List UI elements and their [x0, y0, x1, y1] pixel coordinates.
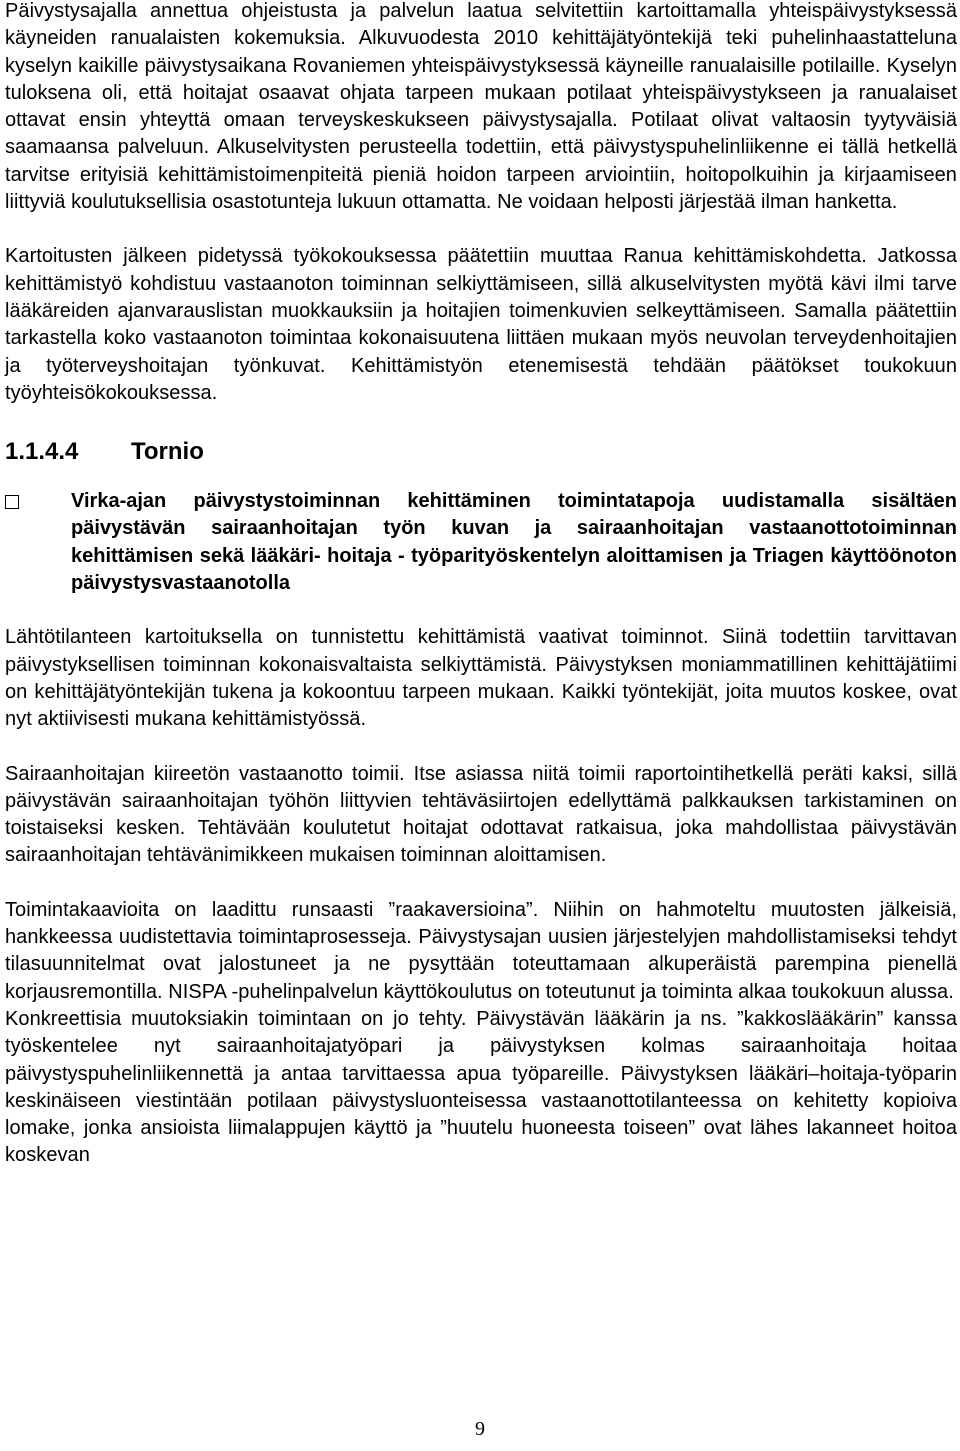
- paragraph-konkreettisia: Konkreettisia muutoksiakin toimintaan on jo tehty. Päivystävän lääkärin ja ns. ”kakkoslääkärin” kanssa työskentelee nyt sairaanhoitajatyöpari ja päivystyksen kolmas sairaanhoitaja hoitaa päivystyspuhelinliikennettä ja antaa tarvittaessa apua työpareille. Päivystyksen lääkäri–hoitaja-työparin keskinäiseen viestintään potilaan päivystysluonteisessa vastaanottotilanteessa on kehitetty kopioiva lomake, jonka ansioista liimalappujen käyttö ja ”huutelu huoneesta toiseen” ovat lähes lakanneet hoitoa koskevan: [5, 1007, 957, 1167]
- checkbox-icon: [5, 495, 19, 509]
- section-heading: [5, 434, 957, 470]
- section-number: 1.1.4.4: [5, 438, 79, 466]
- paragraph-intro: Päivystysajalla annettua ohjeistusta ja palvelun laatua selvitettiin kartoittamalla yhteispäivystyksessä käyneiden ranualaisten kokemuksia. Alkuvuodesta 2010 kehittäjätyöntekijä teki puhelinhaastatteluna kyselyn kaikille päivystysaikana Rovaniemen yhteispäivystyksessä käyneille ranualaisille potilaille. Kyselyn tuloksena oli, että hoitajat osaavat ohjata tarpeen mukaan potilaat yhteispäivystykseen ja ranualaiset ottavat ensin yhteyttä omaan terveyskeskukseen päivystysajalla. Potilaat olivat valtaosin tyytyväisiä saamaansa palveluun. Alkuselvitysten perusteella todettiin, että päivystyspuhelinliikenne ei tällä hetkellä tarvitse erityisiä kehittämistoimenpiteitä pieniä hoidon tarpeen arviointiin, hoitopolkuihin ja kirjaamiseen liittyviä koulutuksellisia osastotunteja lukuun ottamatta. Ne voidaan helposti järjestää ilman hanketta.: [5, 0, 957, 214]
- bullet-item: [5, 488, 957, 597]
- bullet-text: Virka-ajan päivystystoiminnan kehittäminen toimintatapoja uudistamalla sisältäen päivystävän sairaanhoitajan työn kuvan ja sairaanhoitajan vastaanottotoiminnan kehittämisen sekä lääkäri- hoitaja - työparityöskentelyn aloittamisen ja Triagen käyttöönoton päivystysvastaanotolla: [71, 490, 957, 595]
- section-title: Tornio: [131, 438, 204, 466]
- page-number: 9: [475, 1418, 485, 1440]
- document-page: [5, 0, 957, 1170]
- paragraph-kartoitus: Kartoitusten jälkeen pidetyssä työkokouksessa päätettiin muuttaa Ranua kehittämiskohdetta. Jatkossa kehittämistyö kohdistuu vastaanoton toiminnan selkiyttämiseen, sillä alkuselvitysten myötä kävi ilmi tarve lääkäreiden ajanvarauslistan muokkauksiin ja hoitajien toimenkuvien selkeyttämiseen. Samalla päätettiin tarkastella koko vastaanoton toimintaa kokonaisuutena liittäen mukaan myös neuvolan terveydenhoitajien ja työterveyshoitajan työnkuvat. Kehittämistyön etenemisestä tehdään päätökset toukokuun työyhteisökokouksessa.: [5, 245, 957, 404]
- paragraph-toimintakaaviota: Toimintakaavioita on laadittu runsaasti ”raakaversioina”. Niihin on hahmoteltu muutosten jälkeisiä, hankkeessa uudistettavia toimintaprosesseja. Päivystysajan uusien järjestelyjen mahdollistamiseksi tehdyt tilasuunnitelmat ovat jalostuneet ja ne pysyttään toteuttamaan alkuperäistä parempina pienellä korjausremontilla. NISPA -puhelinpalvelun käyttökoulutus on toteutunut ja toiminta alkaa toukokuun alussa.: [5, 898, 957, 1003]
- paragraph-sairaanhoitaja: Sairaanhoitajan kiireetön vastaanotto toimii. Itse asiassa niitä toimii raportointihetkellä peräti kaksi, sillä päivystävän sairaanhoitajan työhön liittyvien tehtäväsiirtojen edellyttämä palkkauksen tarkistaminen on toistaiseksi kesken. Tehtävään koulutetut hoitajat odottavat ratkaisua, joka mahdollistaa päivystävän sairaanhoitajan tehtävänimikkeen mukaisen toiminnan aloittamisen.: [5, 762, 957, 867]
- paragraph-lahtotilanne: Lähtötilanteen kartoituksella on tunnistettu kehittämistä vaativat toiminnot. Siinä todettiin tarvittavan päivystyksellisen toiminnan kokonaisvaltaista selkiyttämistä. Päivystyksen moniammatillinen kehittäjätiimi on kehittäjätyöntekijän tukena ja kokoontuu tarpeen mukaan. Kaikki työntekijät, joita muutos koskee, ovat nyt aktiivisesti mukana kehittämistyössä.: [5, 626, 957, 731]
